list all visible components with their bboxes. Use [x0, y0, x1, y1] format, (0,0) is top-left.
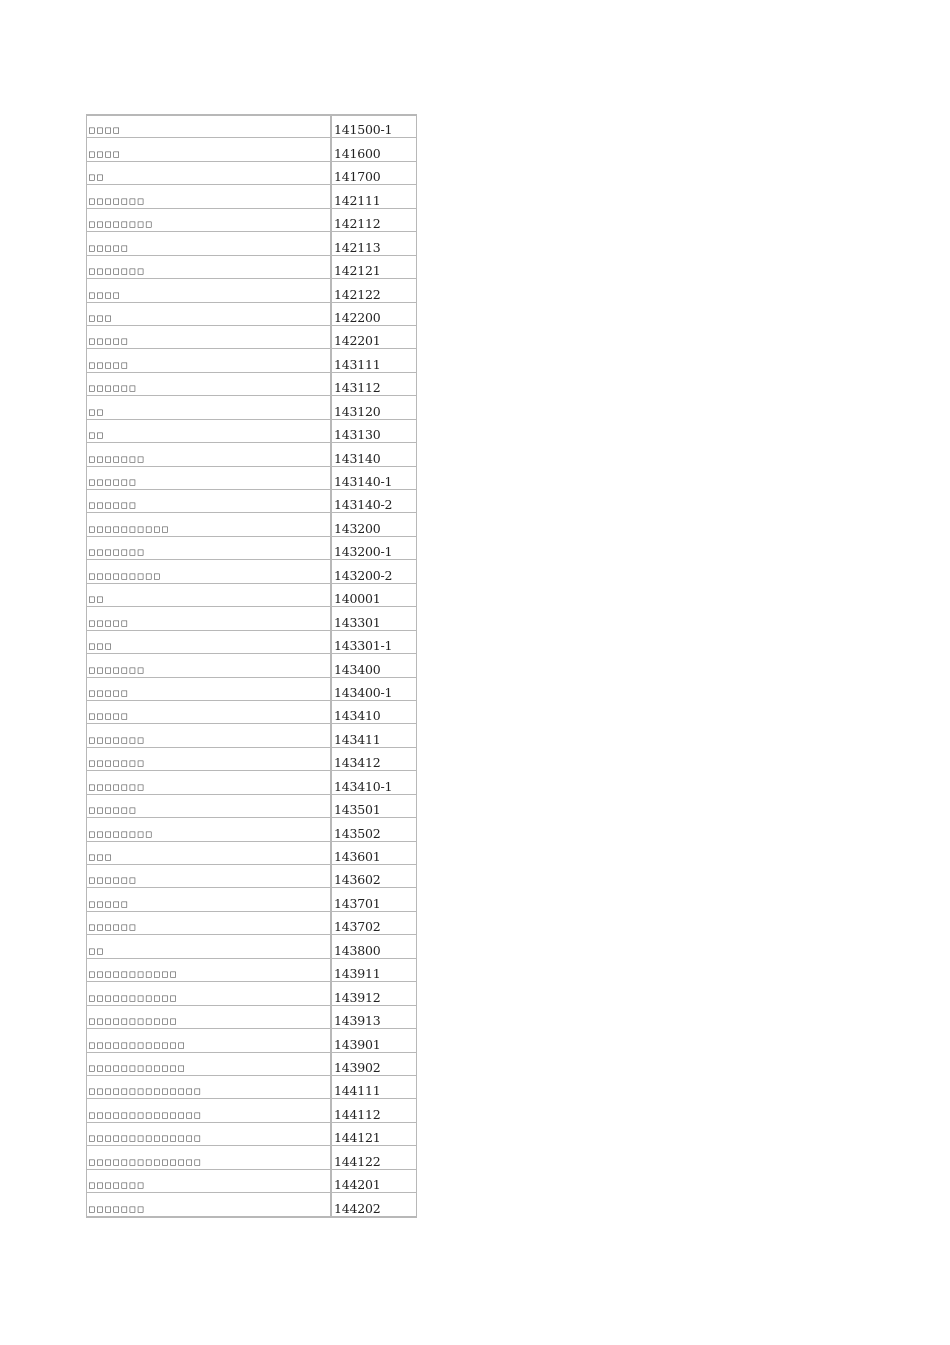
name-cell [87, 162, 331, 185]
table-row [87, 256, 416, 279]
name-text: □□□□ [89, 289, 122, 301]
name-cell [87, 842, 331, 865]
name-cell [87, 1099, 331, 1122]
name-cell [87, 326, 331, 349]
name-cell [87, 912, 331, 935]
name-cell [87, 1053, 331, 1076]
code-cell: 141700 [331, 162, 416, 185]
code-cell: 143301 [331, 607, 416, 630]
table-row [87, 584, 416, 607]
table-row [87, 678, 416, 701]
name-text: □□□□□□□ [89, 758, 146, 770]
name-text: □□ [89, 945, 106, 957]
name-cell [87, 349, 331, 372]
table-row [87, 982, 416, 1005]
name-text: □□□□□ [89, 336, 130, 348]
code-cell: 141600 [331, 138, 416, 161]
table-row [87, 115, 416, 138]
table-row [87, 888, 416, 911]
name-text: □□□□□□ [89, 922, 138, 934]
code-table [86, 114, 417, 1218]
table-row [87, 1146, 416, 1169]
table-row [87, 818, 416, 841]
name-text: □□□□□□□ [89, 734, 146, 746]
name-cell [87, 396, 331, 419]
code-cell: 143901 [331, 1029, 416, 1052]
name-text: □□□□□□ [89, 500, 138, 512]
table-row [87, 490, 416, 513]
code-cell: 144202 [331, 1193, 416, 1216]
name-text: □□□□□□ [89, 383, 138, 395]
name-text: □□□□□□□□□□□□□□ [89, 1156, 203, 1168]
name-cell [87, 818, 331, 841]
code-cell: 143200-1 [331, 537, 416, 560]
name-cell [87, 771, 331, 794]
name-cell [87, 115, 331, 138]
table-row [87, 724, 416, 747]
name-cell [87, 888, 331, 911]
code-cell: 143912 [331, 982, 416, 1005]
name-cell [87, 373, 331, 396]
name-cell [87, 1170, 331, 1193]
code-cell: 143412 [331, 748, 416, 771]
table-row [87, 1053, 416, 1076]
name-cell [87, 795, 331, 818]
name-cell [87, 1123, 331, 1146]
table-row [87, 607, 416, 630]
name-text: □□□□□□□□□□□□□□ [89, 1133, 203, 1145]
name-text: □□□□□□□□ [89, 219, 154, 231]
name-cell [87, 607, 331, 630]
table-row [87, 326, 416, 349]
code-cell: 143200 [331, 513, 416, 536]
table-row [87, 373, 416, 396]
code-cell: 142113 [331, 232, 416, 255]
name-cell [87, 513, 331, 536]
table-row [87, 396, 416, 419]
code-cell: 144121 [331, 1123, 416, 1146]
name-cell [87, 1029, 331, 1052]
code-cell: 143112 [331, 373, 416, 396]
name-text: □□□□□□□□□□□ [89, 1016, 179, 1028]
table-row [87, 560, 416, 583]
table-row [87, 654, 416, 677]
table-row [87, 467, 416, 490]
table-row [87, 1193, 416, 1216]
code-cell: 143111 [331, 349, 416, 372]
name-cell [87, 678, 331, 701]
name-cell [87, 959, 331, 982]
name-cell [87, 256, 331, 279]
table-row [87, 185, 416, 208]
name-cell [87, 748, 331, 771]
code-cell: 142122 [331, 279, 416, 302]
code-cell: 141500-1 [331, 115, 416, 138]
code-cell: 143400-1 [331, 678, 416, 701]
code-cell: 143140-2 [331, 490, 416, 513]
name-cell [87, 1006, 331, 1029]
code-cell: 143602 [331, 865, 416, 888]
table-row [87, 537, 416, 560]
table-row [87, 771, 416, 794]
table-row [87, 349, 416, 372]
table-row [87, 748, 416, 771]
table-row [87, 1029, 416, 1052]
code-cell: 143200-2 [331, 560, 416, 583]
code-cell: 142112 [331, 209, 416, 232]
name-cell [87, 982, 331, 1005]
table-row [87, 279, 416, 302]
code-cell: 144111 [331, 1076, 416, 1099]
name-text: □□□□□□□ [89, 266, 146, 278]
name-text: □□□□□□□□□□□ [89, 992, 179, 1004]
name-cell [87, 935, 331, 958]
name-text: □□□□□□□□□ [89, 570, 163, 582]
code-cell: 143702 [331, 912, 416, 935]
code-cell: 142201 [331, 326, 416, 349]
name-cell [87, 701, 331, 724]
code-cell: 142121 [331, 256, 416, 279]
name-text: □□□□□□□□□□□□ [89, 1039, 187, 1051]
code-cell: 142111 [331, 185, 416, 208]
name-text: □□□□□ [89, 711, 130, 723]
name-text: □□□□□□□ [89, 547, 146, 559]
name-text: □□ [89, 430, 106, 442]
name-cell [87, 490, 331, 513]
table-row [87, 1170, 416, 1193]
table-row [87, 303, 416, 326]
name-text: □□ [89, 172, 106, 184]
name-cell [87, 303, 331, 326]
code-cell: 143913 [331, 1006, 416, 1029]
name-text: □□□ [89, 852, 114, 863]
name-text: □□□□□□□ [89, 195, 146, 207]
code-cell: 143701 [331, 888, 416, 911]
code-cell: 143130 [331, 420, 416, 443]
table-row [87, 959, 416, 982]
name-cell [87, 724, 331, 747]
table-row [87, 1099, 416, 1122]
name-cell [87, 279, 331, 302]
name-text: □□□□□□□ [89, 1180, 146, 1192]
name-text: □□□□□ [89, 898, 130, 910]
name-text: □□□□□ [89, 687, 130, 699]
table-row [87, 1006, 416, 1029]
table-row [87, 1123, 416, 1146]
name-text: □□□□□□□□□□□□□□ [89, 1086, 203, 1098]
name-text: □□□□□□ [89, 477, 138, 488]
table-row [87, 1076, 416, 1099]
name-cell [87, 1193, 331, 1216]
code-cell: 143911 [331, 959, 416, 982]
name-text: □□□□□□□□□□ [89, 523, 171, 535]
table-row [87, 701, 416, 724]
name-text: □□□□□□ [89, 805, 138, 817]
code-cell: 142200 [331, 303, 416, 326]
code-cell: 144122 [331, 1146, 416, 1169]
name-text: □□□□□□ [89, 875, 138, 887]
name-cell [87, 560, 331, 583]
name-cell [87, 865, 331, 888]
table-row [87, 209, 416, 232]
name-text: □□□□□□□ [89, 453, 146, 465]
table-row [87, 795, 416, 818]
code-cell: 144112 [331, 1099, 416, 1122]
name-text: □□□□□□□□ [89, 828, 154, 840]
name-text: □□□□□□□ [89, 1203, 146, 1215]
name-cell [87, 537, 331, 560]
code-cell: 143301-1 [331, 631, 416, 654]
code-cell: 144201 [331, 1170, 416, 1193]
table-row [87, 842, 416, 865]
code-cell: 143502 [331, 818, 416, 841]
code-cell: 143902 [331, 1053, 416, 1076]
name-cell [87, 584, 331, 607]
name-cell [87, 1146, 331, 1169]
name-cell [87, 654, 331, 677]
code-cell: 143140-1 [331, 467, 416, 490]
name-cell [87, 209, 331, 232]
table-row [87, 935, 416, 958]
name-text: □□□□□ [89, 617, 130, 629]
table-row [87, 162, 416, 185]
name-text: □□□ [89, 312, 114, 324]
code-cell: 143120 [331, 396, 416, 419]
name-text: □□ [89, 406, 106, 418]
code-cell: 143501 [331, 795, 416, 818]
code-cell: 143601 [331, 842, 416, 865]
table-row [87, 513, 416, 536]
table-row [87, 138, 416, 161]
table-row [87, 865, 416, 888]
name-cell [87, 138, 331, 161]
table-row [87, 631, 416, 654]
name-cell [87, 232, 331, 255]
table-row [87, 232, 416, 255]
name-cell [87, 1076, 331, 1099]
code-cell: 140001 [331, 584, 416, 607]
name-text: □□□□□ [89, 359, 130, 371]
code-cell: 143400 [331, 654, 416, 677]
name-text: □□□ [89, 641, 114, 653]
name-cell [87, 185, 331, 208]
name-text: □□□□ [89, 125, 122, 137]
name-text: □□□□□□□□□□□□ [89, 1062, 187, 1074]
table-row [87, 420, 416, 443]
name-cell [87, 631, 331, 654]
name-cell [87, 467, 331, 490]
name-text: □□□□□□□ [89, 781, 146, 793]
name-text: □□□□□□□□□□□ [89, 969, 179, 981]
name-text: □□□□□ [89, 242, 130, 254]
name-cell [87, 443, 331, 466]
table-row [87, 443, 416, 466]
name-text: □□□□□□□ [89, 664, 146, 676]
code-cell: 143411 [331, 724, 416, 747]
name-text: □□□□ [89, 148, 122, 160]
code-cell: 143800 [331, 935, 416, 958]
name-text: □□ [89, 594, 106, 606]
code-cell: 143140 [331, 443, 416, 466]
code-cell: 143410-1 [331, 771, 416, 794]
name-cell [87, 420, 331, 443]
code-cell: 143410 [331, 701, 416, 724]
name-text: □□□□□□□□□□□□□□ [89, 1109, 203, 1121]
table-row [87, 912, 416, 935]
